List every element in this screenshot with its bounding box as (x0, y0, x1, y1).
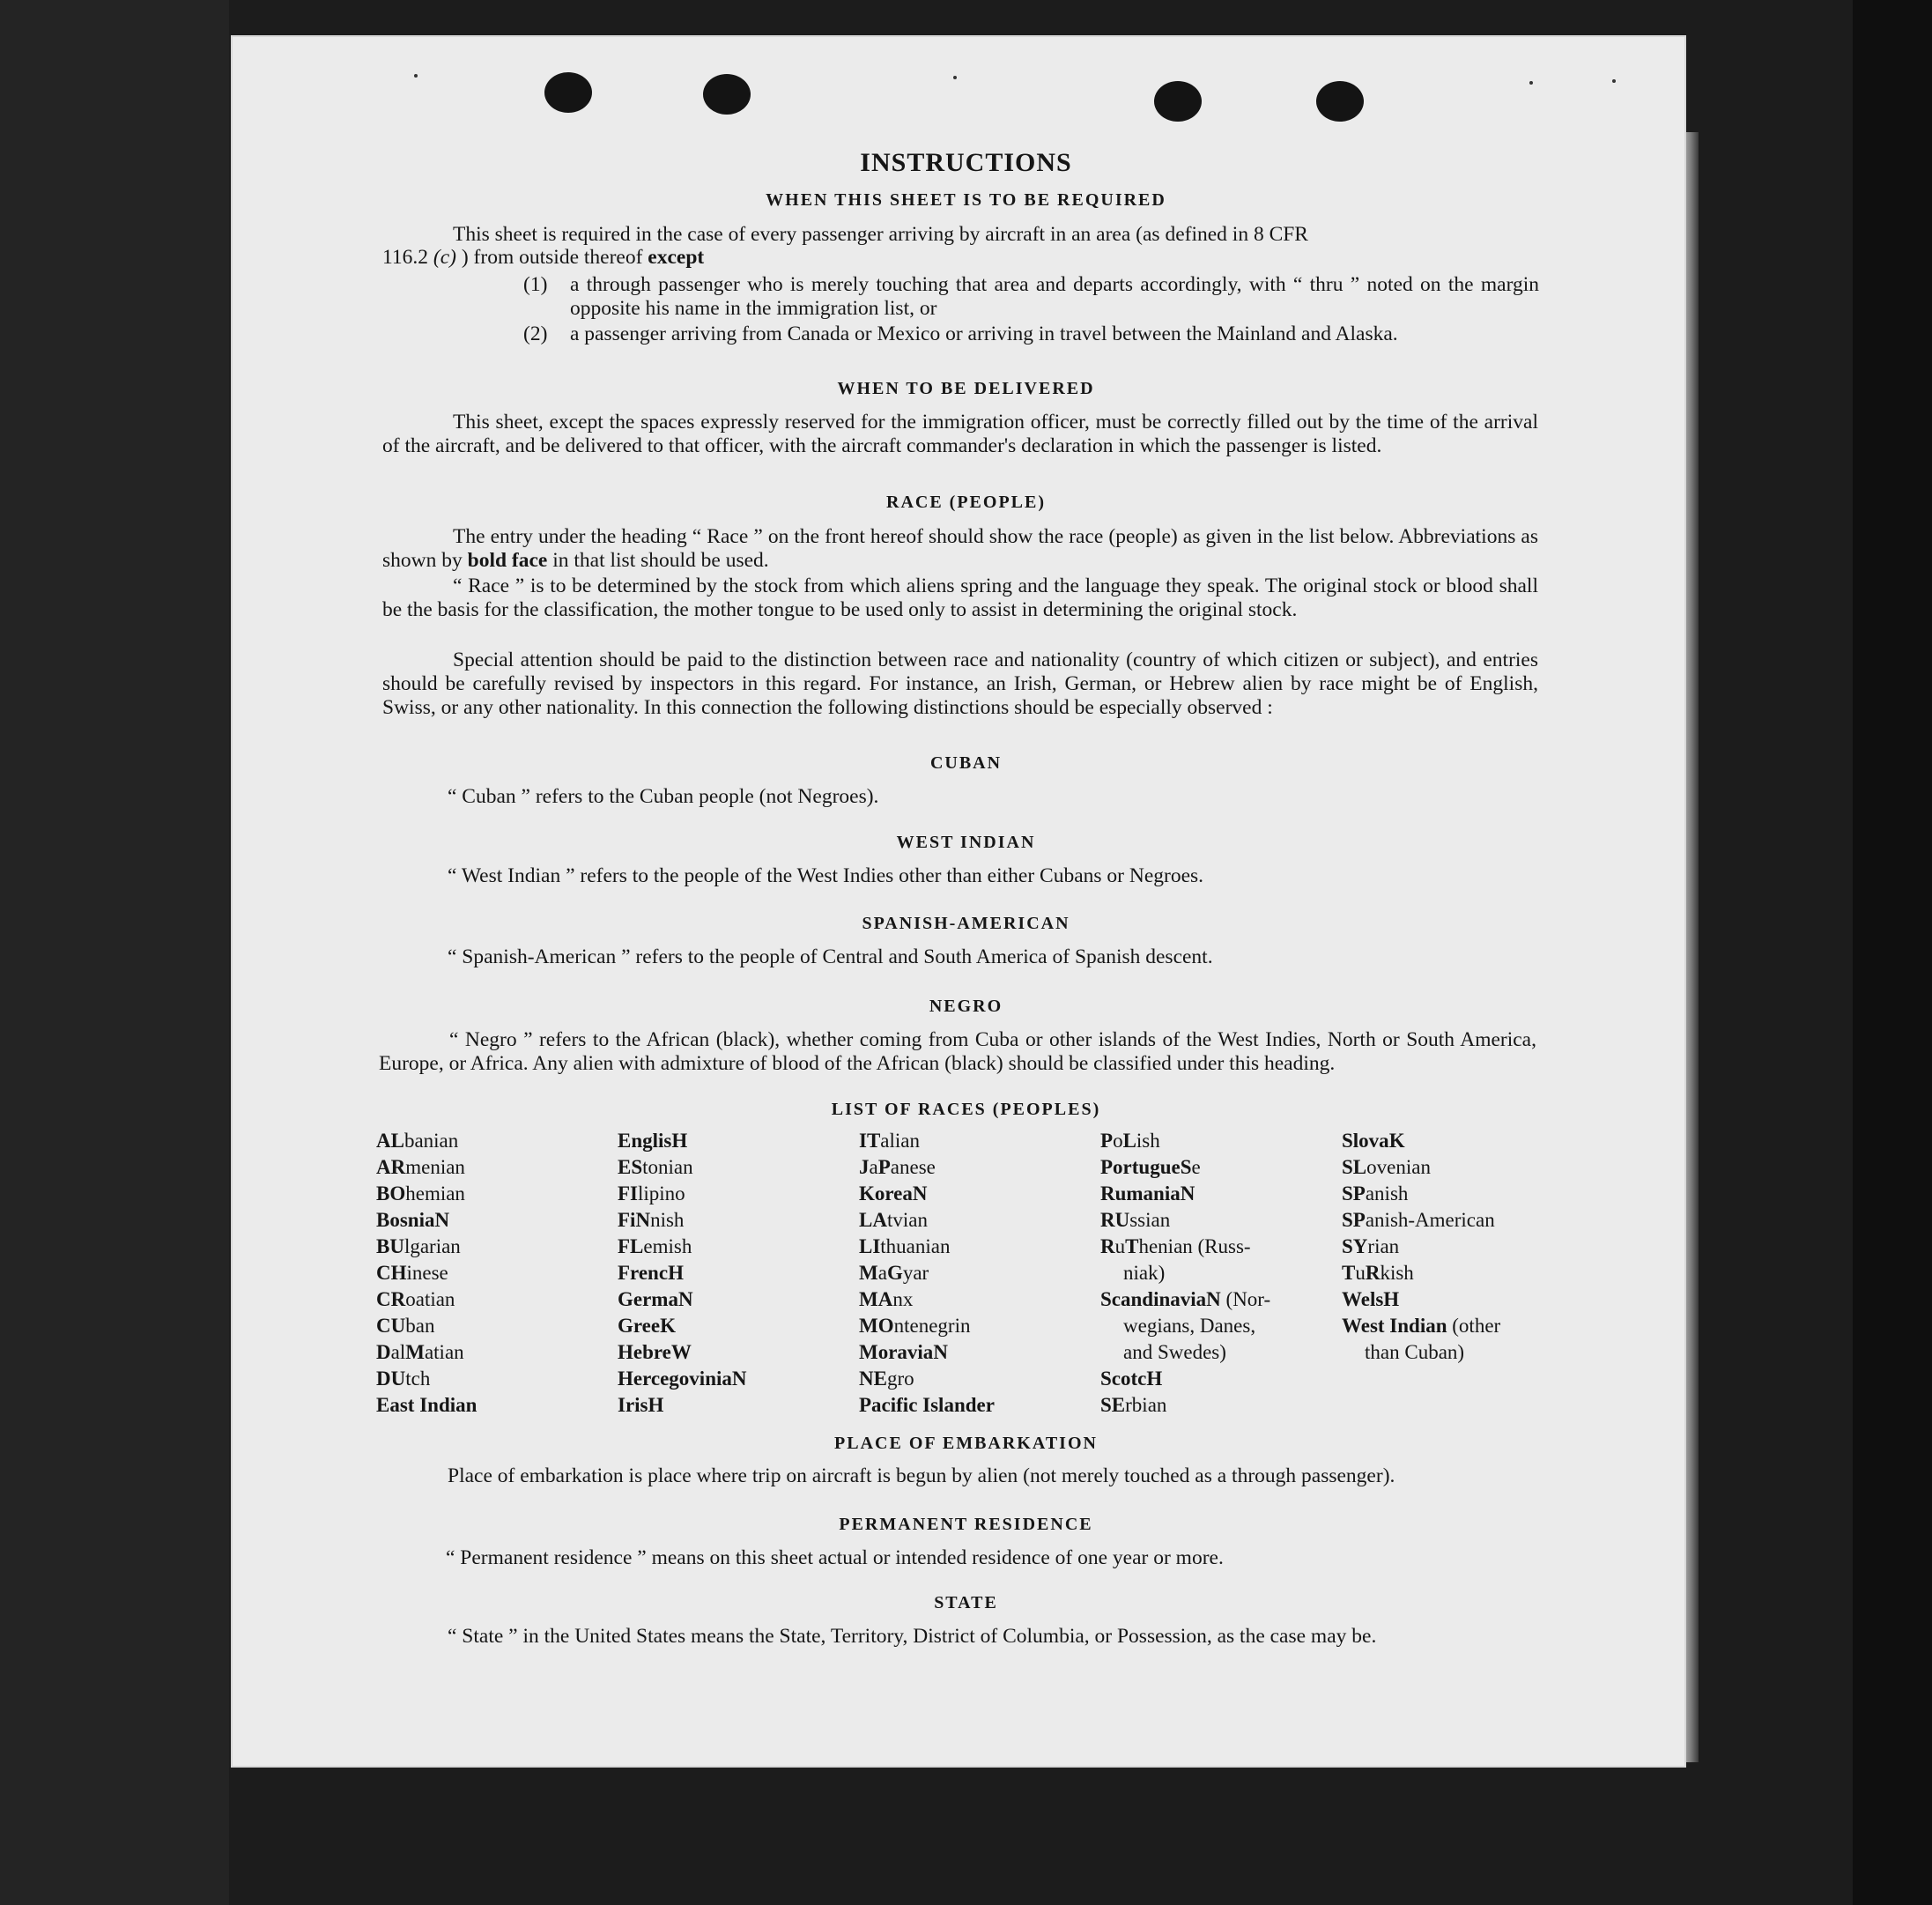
race-abbreviation: D (376, 1341, 391, 1363)
cuban-text: “ Cuban ” refers to the Cuban people (not Negroes). (448, 785, 879, 808)
race-entry (618, 1339, 820, 1366)
race-abbreviation: H (668, 1262, 684, 1284)
race-entry (859, 1339, 1062, 1366)
race-column-2 (618, 1128, 820, 1419)
race-entry (859, 1392, 1062, 1419)
race-abbreviation: N (434, 1209, 450, 1231)
race-abbreviation: W (670, 1341, 692, 1363)
race-name-part: e (1191, 1156, 1201, 1178)
race-abbreviation: IT (859, 1130, 881, 1152)
page-title: INSTRUCTIONS (860, 148, 1072, 177)
race-name-part: lipino (638, 1182, 685, 1205)
punch-hole (544, 72, 592, 113)
race-abbreviation: ES (618, 1156, 643, 1178)
race-entry (859, 1207, 1062, 1234)
race-abbreviation: J (859, 1156, 870, 1178)
race-abbreviation: East Indian (376, 1394, 477, 1416)
item-text: a passenger arriving from Canada or Mexico or arriving in travel between the Mainland and Alaska. (570, 322, 1398, 345)
negro-paragraph: “ Negro ” refers to the African (black), whether coming from Cuba or other islands of the West Indies, North or South America, Europe, or Africa. Any alien with admixture of blood of the African (black) should be classified under this heading. (379, 1028, 1536, 1075)
race-abbreviation: FI (618, 1182, 638, 1205)
race-p1-text: The entry under the heading “ Race ” on the front hereof should show the race (people) as given in the list below. Abbreviations as shown by (382, 525, 1538, 572)
race-abbreviation: MA (859, 1288, 893, 1310)
race-name-part: henian (Russ- (1138, 1235, 1251, 1257)
item-number: (2) (523, 322, 548, 345)
scan-background-right (1853, 0, 1932, 1905)
race-name-part: ssian (1129, 1209, 1171, 1231)
dust-speck (414, 74, 418, 78)
race-abbreviation: N (912, 1182, 928, 1205)
race-name-part: a (869, 1156, 878, 1178)
race-entry (859, 1286, 1062, 1313)
race-entry (376, 1366, 579, 1392)
race-abbreviation: Hebre (618, 1341, 671, 1363)
race-abbreviation: H (648, 1394, 664, 1416)
punch-hole (1154, 81, 1202, 122)
race-abbreviation: L (1122, 1130, 1136, 1152)
race-name-part: hemian (405, 1182, 465, 1205)
section-heading-spanish-american: SPANISH-AMERICAN (862, 914, 1070, 933)
race-paragraph-2: “ Race ” is to be determined by the stock from which aliens spring and the language they speak. The original stock or blood shall be the basis for the classification, the mother tongue to be used only to assist in determining the original stock. (382, 574, 1538, 621)
race-abbreviation: R (1100, 1235, 1115, 1257)
scan-background-left (0, 0, 229, 1905)
race-name-part: menian (405, 1156, 465, 1178)
race-name-part: tonian (642, 1156, 693, 1178)
race-abbreviation: M (859, 1262, 878, 1284)
race-name-part: ntenegrin (893, 1315, 971, 1337)
race-abbreviation: BO (376, 1182, 406, 1205)
section-heading-embarkation: PLACE OF EMBARKATION (834, 1434, 1098, 1453)
race-name-part: al (390, 1341, 406, 1363)
section-heading-race: RACE (PEOPLE) (886, 493, 1046, 512)
race-entry (618, 1181, 820, 1207)
race-entry-continuation: niak) (1123, 1262, 1166, 1284)
bold-face-term: bold face (467, 549, 548, 572)
race-abbreviation: Germa (618, 1288, 678, 1310)
race-name-part: (other (1447, 1315, 1501, 1337)
race-name-part: banian (403, 1130, 459, 1152)
race-abbreviation: LA (859, 1209, 887, 1231)
race-entry (618, 1366, 820, 1392)
race-column-3 (859, 1128, 1062, 1419)
race-entry (1100, 1286, 1312, 1313)
race-entry (618, 1234, 820, 1260)
race-name-part: tvian (886, 1209, 928, 1231)
race-entry (618, 1260, 820, 1286)
section-heading-cuban: CUBAN (929, 753, 1003, 773)
dust-speck (1612, 79, 1616, 83)
race-abbreviation: K (660, 1315, 676, 1337)
race-entry (859, 1128, 1062, 1154)
race-entry (376, 1392, 579, 1419)
race-abbreviation: Slova (1342, 1130, 1389, 1152)
race-abbreviation: West Indian (1342, 1315, 1447, 1337)
required-line-2 (382, 246, 704, 270)
race-entry (376, 1128, 579, 1154)
race-entry (618, 1128, 820, 1154)
race-entry (1100, 1366, 1312, 1392)
race-abbreviation: Hercegovinia (618, 1368, 732, 1390)
race-entry (376, 1154, 579, 1181)
race-abbreviation: BU (376, 1235, 404, 1257)
race-abbreviation: Korea (859, 1182, 913, 1205)
race-entry (1100, 1392, 1312, 1419)
race-abbreviation: T (1342, 1262, 1356, 1284)
item-text: a through passenger who is merely touching that area and departs accordingly, with “ thru ” noted on the margin opposite his name in the immigration list, or (570, 273, 1539, 320)
race-entry-continuation: than Cuban) (1365, 1341, 1465, 1363)
race-entry-continuation: and Swedes) (1123, 1341, 1226, 1363)
race-abbreviation: CH (376, 1262, 407, 1284)
section-heading-state: STATE (934, 1593, 998, 1612)
race-entry (1342, 1181, 1544, 1207)
race-abbreviation: K (1388, 1130, 1405, 1152)
punch-hole (703, 74, 751, 115)
race-name-part: ban (405, 1315, 435, 1337)
race-entry (618, 1207, 820, 1234)
race-abbreviation: P (1100, 1130, 1114, 1152)
race-abbreviation: N (635, 1209, 651, 1231)
race-abbreviation: Bosnia (376, 1209, 435, 1231)
race-name-part: anish (1365, 1182, 1409, 1205)
race-abbreviation: DU (376, 1368, 406, 1390)
race-entry (376, 1181, 579, 1207)
race-abbreviation: Portugue (1100, 1156, 1181, 1178)
race-abbreviation: R (1365, 1262, 1381, 1284)
race-abbreviation: S (1180, 1156, 1192, 1178)
race-abbreviation: Fi (618, 1209, 636, 1231)
race-name-part: thuanian (880, 1235, 951, 1257)
race-name-part: anese (890, 1156, 936, 1178)
race-name-part: rian (1367, 1235, 1400, 1257)
race-abbreviation: FL (618, 1235, 644, 1257)
race-name-part: (Nor- (1220, 1288, 1271, 1310)
race-abbreviation: CR (376, 1288, 406, 1310)
race-abbreviation: MO (859, 1315, 894, 1337)
race-entry (376, 1313, 579, 1339)
race-abbreviation: Frenc (618, 1262, 669, 1284)
race-entry (376, 1260, 579, 1286)
race-abbreviation: Pacific Islander (859, 1394, 995, 1416)
race-entry (1100, 1207, 1312, 1234)
race-entry (376, 1207, 579, 1234)
race-entry (1342, 1207, 1544, 1234)
section-heading-negro: NEGRO (929, 997, 1003, 1016)
race-name-part: atian (424, 1341, 464, 1363)
item-number: (1) (523, 273, 548, 296)
race-abbreviation: SE (1100, 1394, 1126, 1416)
race-abbreviation: N (1206, 1288, 1221, 1310)
race-column-5 (1342, 1128, 1544, 1366)
race-abbreviation: H (1383, 1288, 1400, 1310)
west-indian-text: “ West Indian ” refers to the people of the West Indies other than either Cubans or Negroes. (448, 864, 1204, 887)
race-name-part: inese (406, 1262, 448, 1284)
embarkation-paragraph: Place of embarkation is place where trip on aircraft is begun by alien (not merely touched as a through passenger). (448, 1464, 1395, 1487)
race-abbreviation: N (933, 1341, 948, 1363)
race-column-4 (1100, 1128, 1312, 1419)
race-list (376, 1128, 1548, 1416)
race-name-part: ish (1136, 1130, 1160, 1152)
required-item-1 (523, 273, 1538, 322)
race-name-part: gro (886, 1368, 914, 1390)
race-name-part: anish-American (1365, 1209, 1495, 1231)
race-abbreviation: M (405, 1341, 425, 1363)
race-entry (1100, 1181, 1312, 1207)
race-abbreviation: H (671, 1130, 688, 1152)
required-line-2-mid: ) from outside thereof (455, 246, 648, 269)
race-entry (859, 1260, 1062, 1286)
race-abbreviation: Iris (618, 1394, 648, 1416)
race-abbreviation: Gree (618, 1315, 661, 1337)
race-entry (1100, 1128, 1312, 1154)
race-name-part: oatian (405, 1288, 455, 1310)
cfr-ref: 116.2 (382, 246, 433, 269)
race-abbreviation: AR (376, 1156, 406, 1178)
race-entry (1342, 1234, 1544, 1260)
race-abbreviation: Scandinavia (1100, 1288, 1207, 1310)
race-name-part: ovenian (1366, 1156, 1431, 1178)
race-entry (1342, 1154, 1544, 1181)
residence-text: “ Permanent residence ” means on this sheet actual or intended residence of one year or more. (446, 1546, 1224, 1569)
race-p1-end: in that list should be used. (547, 549, 769, 572)
race-entry (376, 1286, 579, 1313)
race-abbreviation: NE (859, 1368, 887, 1390)
section-heading-list-of-races: LIST OF RACES (PEOPLES) (831, 1100, 1101, 1119)
spanish-american-text: “ Spanish-American ” refers to the people of Central and South America of Spanish descent. (448, 945, 1213, 968)
race-name-part: u (1114, 1235, 1126, 1257)
race-paragraph-1 (382, 525, 1538, 573)
race-entry (859, 1366, 1062, 1392)
race-name-part: o (1113, 1130, 1123, 1152)
except-bold: except (648, 246, 705, 269)
race-column-1 (376, 1128, 579, 1419)
race-entry (859, 1154, 1062, 1181)
race-entry (1342, 1260, 1544, 1286)
required-line-1: This sheet is required in the case of every passenger arriving by aircraft in an area (as defined in 8 CFR (453, 223, 1308, 246)
race-entry (1342, 1128, 1544, 1154)
race-abbreviation: RU (1100, 1209, 1130, 1231)
race-paragraph-3: Special attention should be paid to the distinction between race and nationality (country of which citizen or subject), and entries should be carefully revised by inspectors in this regard. For instance, an Irish, German, or Hebrew alien by race might be of English, Swiss, or any other nationality. In this connection the following distinctions should be especially observed : (382, 649, 1538, 719)
race-entry (859, 1313, 1062, 1339)
punch-hole (1316, 81, 1364, 122)
race-entry (618, 1392, 820, 1419)
race-abbreviation: SL (1342, 1156, 1367, 1178)
race-entry (1100, 1234, 1312, 1260)
race-abbreviation: Rumania (1100, 1182, 1181, 1205)
race-name-part: nx (892, 1288, 914, 1310)
delivered-paragraph: This sheet, except the spaces expressly reserved for the immigration officer, must be correctly filled out by the time of the arrival of the aircraft, and be delivered to that officer, with the aircraft commander's declaration in which the passenger is listed. (382, 411, 1538, 457)
required-item-2 (523, 322, 1538, 372)
race-abbreviation: SP (1342, 1209, 1366, 1231)
section-heading-delivered: WHEN TO BE DELIVERED (837, 379, 1095, 398)
dust-speck (953, 76, 957, 79)
section-heading-required: WHEN THIS SHEET IS TO BE REQUIRED (766, 190, 1166, 210)
race-entry (1100, 1154, 1312, 1181)
race-name-part: kish (1380, 1262, 1414, 1284)
race-abbreviation: LI (859, 1235, 881, 1257)
race-abbreviation: N (731, 1368, 747, 1390)
race-abbreviation: CU (376, 1315, 406, 1337)
section-heading-west-indian: WEST INDIAN (896, 833, 1036, 852)
race-entry (859, 1234, 1062, 1260)
race-name-part: tch (405, 1368, 431, 1390)
race-abbreviation: Wels (1342, 1288, 1384, 1310)
cfr-italic: (c) (433, 246, 456, 269)
race-name-part: a (877, 1262, 887, 1284)
race-abbreviation: Scotc (1100, 1368, 1147, 1390)
race-entry (1342, 1313, 1544, 1339)
race-abbreviation: Englis (618, 1130, 672, 1152)
race-abbreviation: N (1180, 1182, 1195, 1205)
race-abbreviation: Moravia (859, 1341, 934, 1363)
race-abbreviation: H (1146, 1368, 1163, 1390)
dust-speck (1529, 81, 1533, 85)
section-heading-permanent-residence: PERMANENT RESIDENCE (839, 1515, 1093, 1534)
race-entry (618, 1154, 820, 1181)
race-abbreviation: N (677, 1288, 693, 1310)
race-abbreviation: T (1125, 1235, 1139, 1257)
race-abbreviation: SP (1342, 1182, 1366, 1205)
race-entry (618, 1286, 820, 1313)
race-abbreviation: G (886, 1262, 903, 1284)
race-entry-continuation: wegians, Danes, (1123, 1315, 1256, 1337)
race-name-part: rbian (1125, 1394, 1167, 1416)
race-entry (618, 1313, 820, 1339)
race-abbreviation: AL (376, 1130, 404, 1152)
race-name-part: yar (902, 1262, 929, 1284)
race-entry (1342, 1286, 1544, 1313)
race-name-part: u (1355, 1262, 1366, 1284)
state-paragraph: “ State ” in the United States means the State, Territory, District of Columbia, or Possession, as the case may be. (448, 1625, 1377, 1648)
race-entry (376, 1234, 579, 1260)
race-abbreviation: SY (1342, 1235, 1368, 1257)
race-name-part: alian (880, 1130, 920, 1152)
race-abbreviation: P (877, 1156, 891, 1178)
race-entry (859, 1181, 1062, 1207)
race-name-part: lgarian (403, 1235, 461, 1257)
race-name-part: nish (650, 1209, 685, 1231)
race-name-part: emish (643, 1235, 692, 1257)
race-entry (376, 1339, 579, 1366)
